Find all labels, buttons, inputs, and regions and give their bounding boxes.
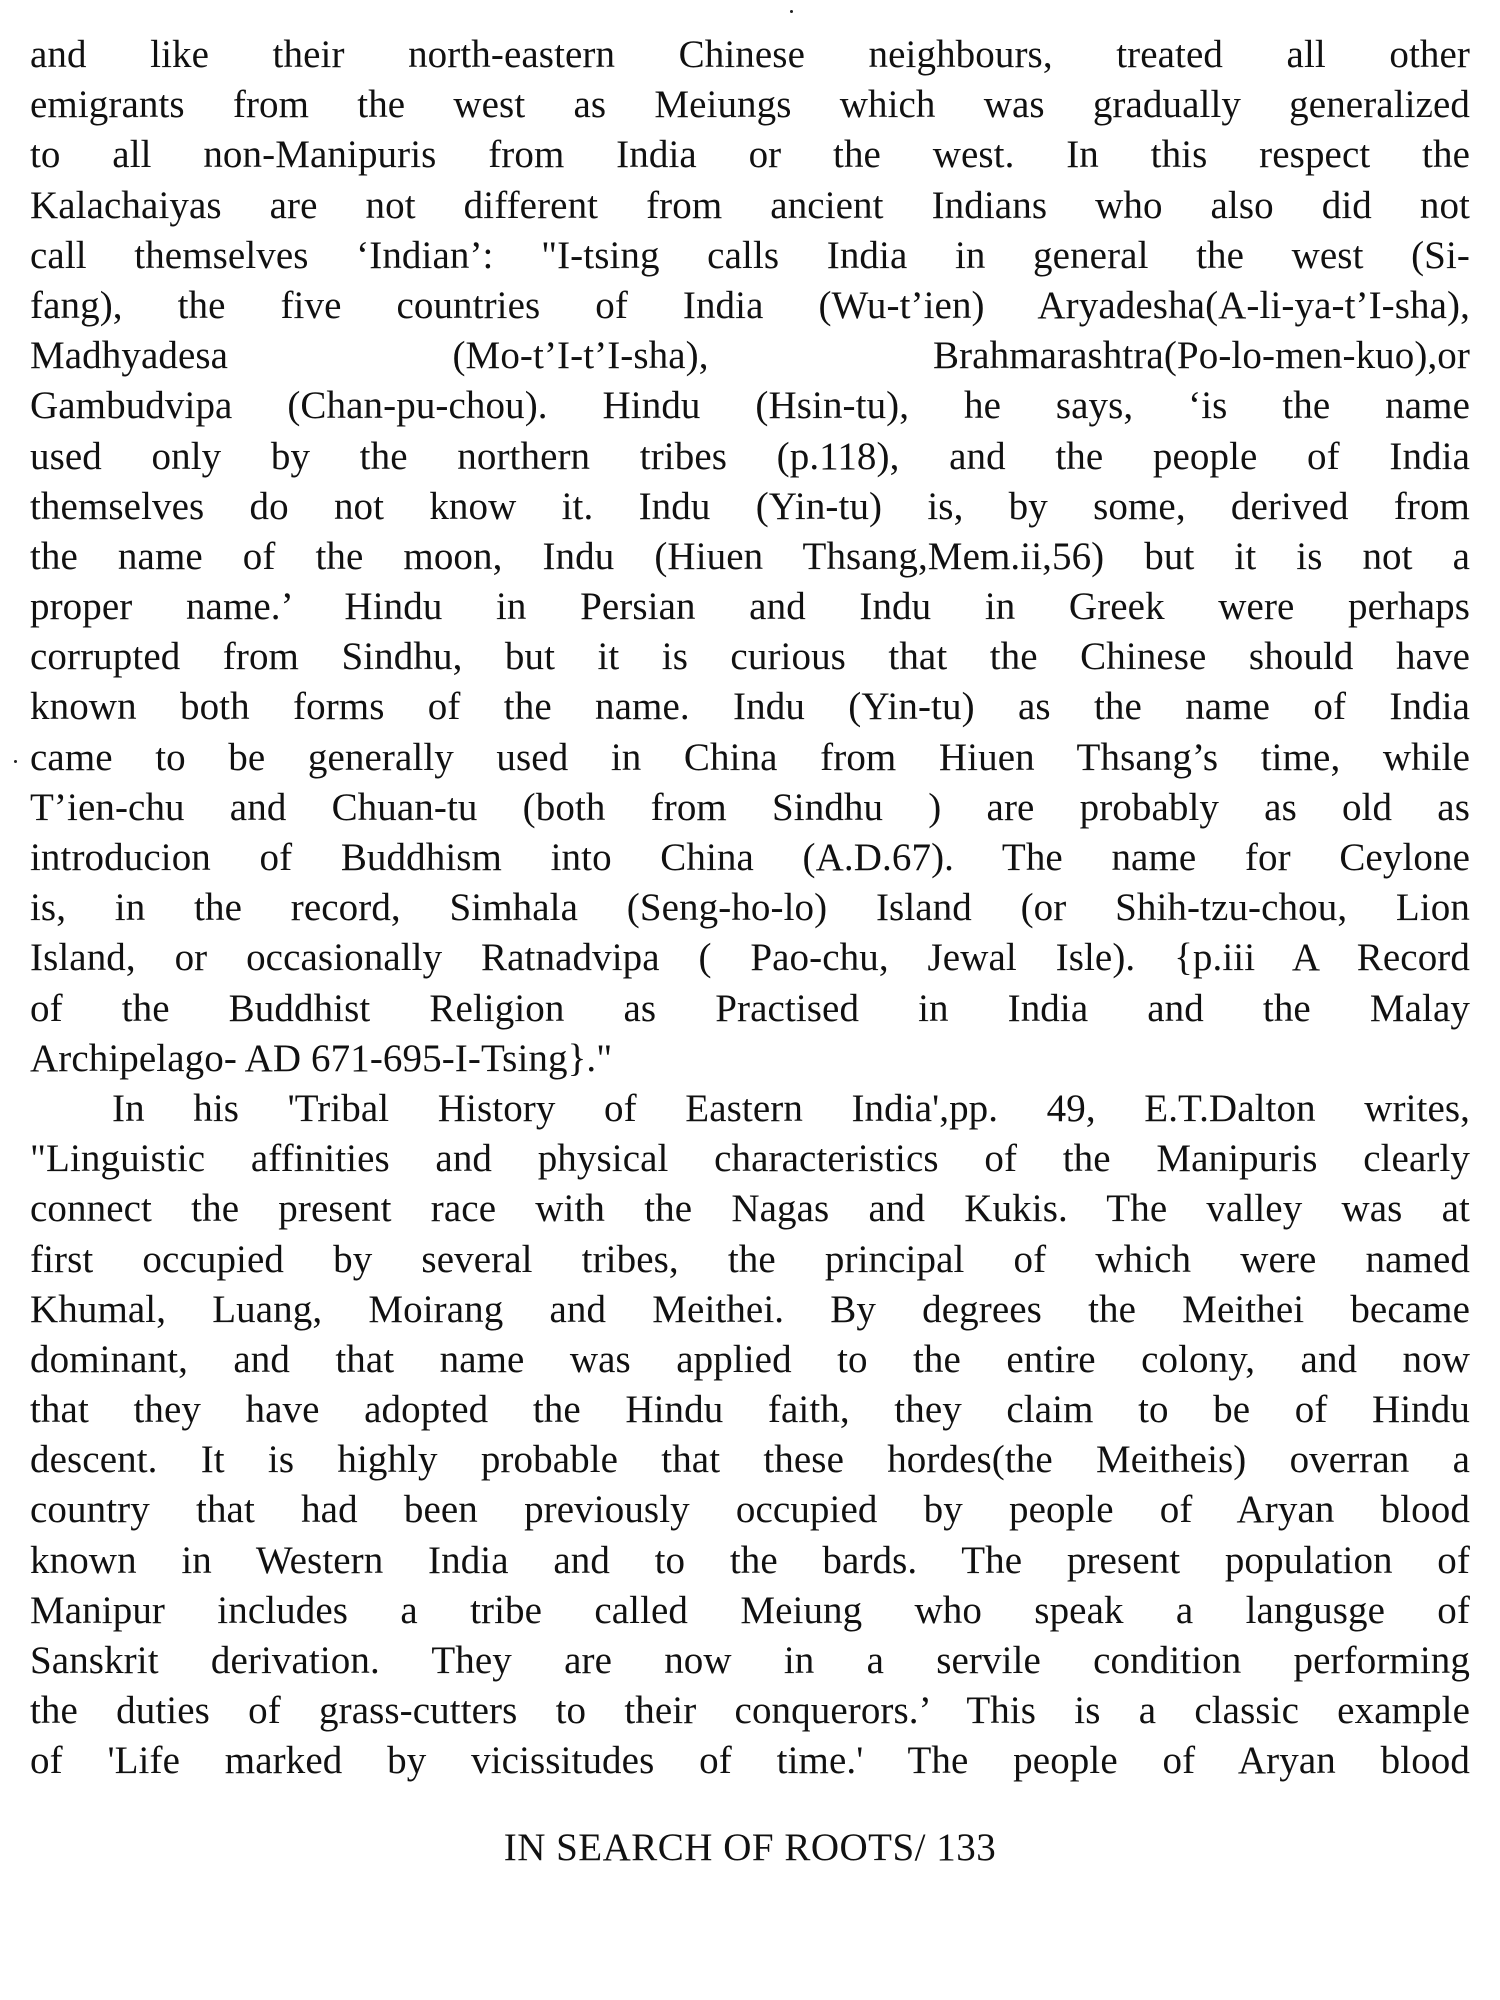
text-line: In his 'Tribal History of Eastern India',pp. 49, E.T.Dalton writes, bbox=[112, 1086, 1470, 1130]
text-line: call themselves ‘Indian’: "I-tsing calls India in general the west (Si- bbox=[30, 233, 1470, 277]
text-line: country that had been previously occupied by people of Aryan blood bbox=[30, 1488, 1470, 1532]
text-line: descent. It is highly probable that these hordes(the Meitheis) overran a bbox=[30, 1438, 1470, 1482]
text-line: first occupied by several tribes, the principal of which were named bbox=[30, 1237, 1470, 1281]
text-line: to all non-Manipuris from India or the west. In this respect the bbox=[30, 133, 1470, 177]
text-line: T’ien-chu and Chuan-tu (both from Sindhu ) are probably as old as bbox=[30, 785, 1470, 829]
text-line: Khumal, Luang, Moirang and Meithei. By degrees the Meithei became bbox=[30, 1287, 1470, 1331]
scan-speck bbox=[790, 10, 793, 13]
text-line: Sanskrit derivation. They are now in a servile condition performing bbox=[30, 1639, 1470, 1682]
text-line: introducion of Buddhism into China (A.D.67). The name for Ceylone bbox=[30, 836, 1470, 879]
text-line: themselves do not know it. Indu (Yin-tu) is, by some, derived from bbox=[30, 484, 1470, 528]
text-line: and like their north-eastern Chinese neighbours, treated all other bbox=[30, 33, 1470, 76]
text-line: fang), the five countries of India (Wu-t’ien) Aryadesha(A-li-ya-t’I-sha), bbox=[30, 283, 1470, 327]
text-line: dominant, and that name was applied to the entire colony, and now bbox=[30, 1337, 1470, 1381]
text-line: Archipelago- AD 671-695-I-Tsing}." bbox=[30, 1036, 613, 1080]
text-line: "Linguistic affinities and physical characteristics of the Manipuris clearly bbox=[30, 1137, 1470, 1181]
text-line: emigrants from the west as Meiungs which was gradually generalized bbox=[30, 83, 1470, 127]
text-line: Island, or occasionally Ratnadvipa ( Pao-chu, Jewal Isle). {p.iii A Record bbox=[30, 936, 1470, 980]
text-line: known in Western India and to the bards. The present population of bbox=[30, 1538, 1470, 1582]
text-line: Manipur includes a tribe called Meiung who speak a langusge of bbox=[30, 1588, 1470, 1632]
page-footer: IN SEARCH OF ROOTS/ 133 bbox=[503, 1826, 997, 1869]
scan-speck bbox=[14, 760, 17, 763]
text-line: of the Buddhist Religion as Practised in India and the Malay bbox=[30, 986, 1470, 1030]
body-text bbox=[30, 30, 1470, 1787]
text-line: Madhyadesa (Mo-t’I-t’I-sha), Brahmarashtra(Po-lo-men-kuo),or bbox=[30, 334, 1470, 378]
text-line: used only by the northern tribes (p.118), and the people of India bbox=[30, 434, 1470, 478]
text-line: that they have adopted the Hindu faith, they claim to be of Hindu bbox=[30, 1388, 1470, 1432]
text-line: corrupted from Sindhu, but it is curious that the Chinese should have bbox=[30, 635, 1470, 679]
text-line: connect the present race with the Nagas and Kukis. The valley was at bbox=[30, 1187, 1470, 1231]
text-line: Kalachaiyas are not different from ancient Indians who also did not bbox=[30, 183, 1470, 227]
text-line: known both forms of the name. Indu (Yin-tu) as the name of India bbox=[30, 685, 1470, 729]
text-line: the duties of grass-cutters to their conquerors.’ This is a classic example bbox=[30, 1689, 1470, 1733]
text-line: the name of the moon, Indu (Hiuen Thsang,Mem.ii,56) but it is not a bbox=[30, 534, 1470, 578]
text-line: of 'Life marked by vicissitudes of time.' The people of Aryan blood bbox=[30, 1739, 1470, 1783]
text-line: proper name.’ Hindu in Persian and Indu in Greek were perhaps bbox=[30, 585, 1470, 629]
text-line: came to be generally used in China from Hiuen Thsang’s time, while bbox=[30, 735, 1470, 779]
text-line: is, in the record, Simhala (Seng-ho-lo) Island (or Shih-tzu-chou, Lion bbox=[30, 886, 1470, 930]
text-line: Gambudvipa (Chan-pu-chou). Hindu (Hsin-tu), he says, ‘is the name bbox=[30, 384, 1470, 428]
